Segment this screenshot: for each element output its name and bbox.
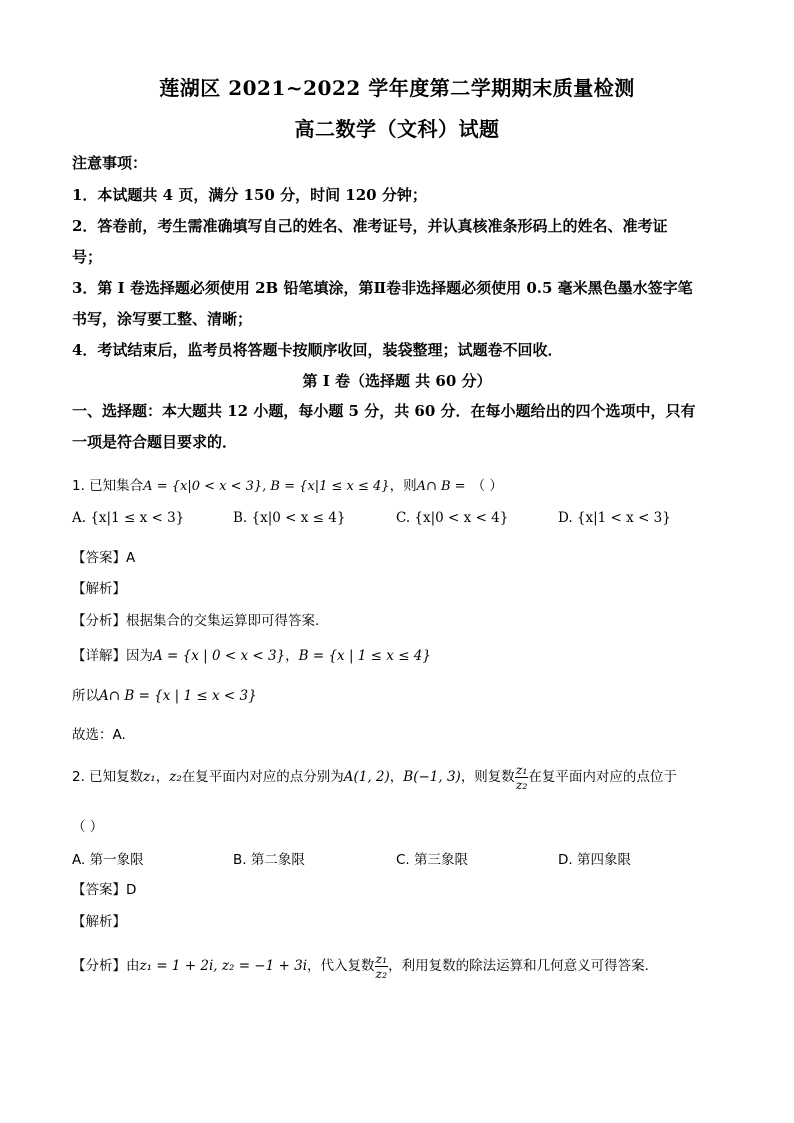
q2-option-a: A. 第一象限 — [72, 852, 144, 868]
q2-analysis-tail: ，利用复数的除法运算和几何意义可得答案. — [388, 958, 649, 974]
notice-item-1: 1．本试题共 4 页，满分 150 分，时间 120 分钟； — [72, 186, 427, 204]
q2-analysis — [72, 952, 732, 981]
q2-point-b: B(−1, 3) — [403, 769, 461, 785]
exam-subtitle: 高二数学（文科）试题 — [294, 117, 500, 141]
q1-option-d: D. {x|1 < x < 3} — [558, 510, 671, 526]
q2-analysis-fraction-num: z₁ — [375, 951, 388, 966]
q1-expr: A∩ B = — [416, 479, 466, 494]
question-1-stem — [72, 474, 732, 494]
q1-detail-prefix: 【详解】因为 — [72, 648, 153, 664]
q2-analysis-fraction-den: z₂ — [375, 966, 388, 981]
q1-option-c: C. {x|0 < x < 4} — [396, 510, 509, 526]
notice-item-3a: 3．第 I 卷选择题必须使用 2B 铅笔填涂，第Ⅱ卷非选择题必须使用 0.5 毫米黑色墨水签字笔 — [72, 279, 693, 297]
notice-heading: 注意事项： — [72, 154, 148, 172]
q2-mid2: ，则复数 — [460, 769, 515, 785]
q2-option-d: D. 第四象限 — [558, 852, 631, 868]
q1-conclusion — [72, 684, 732, 704]
q1-so-prefix: 所以 — [72, 688, 99, 704]
q2-comma: ， — [155, 769, 170, 785]
q1-mid: ，则 — [389, 478, 417, 494]
q1-sets: A = {x|0 < x < 3}, B = {x|1 ≤ x ≤ 4} — [143, 479, 390, 494]
q2-analysis-expr: z₁ = 1 + 2i, z₂ = −1 + 3i — [139, 958, 308, 974]
q2-fraction-den: z₂ — [515, 777, 528, 792]
exam-title: 莲湖区 2021~2022 学年度第二学期期末质量检测 — [159, 76, 635, 100]
q1-option-b: B. {x|0 < x ≤ 4} — [233, 510, 346, 526]
q1-prefix: 1. 已知集合 — [72, 478, 144, 494]
q1-answer: 【答案】A — [72, 550, 136, 566]
q2-fraction-num: z₁ — [515, 762, 528, 777]
q2-paren: （ ） — [72, 819, 104, 835]
q2-analysis-prefix: 【分析】由 — [72, 958, 140, 974]
q2-z2: z₂ — [169, 769, 182, 785]
q1-so-expr: A∩ B = {x | 1 ≤ x < 3} — [99, 688, 257, 704]
q2-comma2: ， — [389, 769, 404, 785]
q1-analysis: 【分析】根据集合的交集运算即可得答案. — [72, 613, 320, 629]
section-title: 第 I 卷（选择题 共 60 分） — [302, 372, 492, 390]
q2-z1: z₁ — [143, 769, 156, 785]
notice-item-4: 4．考试结束后，监考员将答题卡按顺序收回，装袋整理；试题卷不回收． — [72, 341, 563, 359]
q1-paren: （ ） — [471, 478, 503, 494]
q2-option-b: B. 第二象限 — [233, 852, 305, 868]
q2-fraction — [515, 763, 529, 792]
q2-point-a: A(1, 2) — [343, 769, 390, 785]
q1-detail-a: A = {x | 0 < x < 3} — [153, 648, 286, 664]
q2-tail: 在复平面内对应的点位于 — [528, 769, 677, 785]
q2-analysis-mid: ，代入复数 — [307, 958, 375, 974]
notice-item-3b: 书写，涂写要工整、清晰； — [72, 310, 253, 328]
q1-detail-b: B = {x | 1 ≤ x ≤ 4} — [298, 648, 431, 664]
q1-analysis-label: 【解析】 — [72, 581, 126, 597]
q2-analysis-fraction — [375, 952, 389, 981]
q2-answer: 【答案】D — [72, 882, 137, 898]
q1-detail — [72, 644, 732, 664]
notice-item-2a: 2．答卷前，考生需准确填写自己的姓名、准考证号，并认真核准条形码上的姓名、准考证 — [72, 217, 668, 235]
question-2-stem — [72, 763, 732, 792]
q2-option-c: C. 第三象限 — [396, 852, 469, 868]
q2-prefix: 2. 已知复数 — [72, 769, 144, 785]
q1-choose: 故选：A. — [72, 727, 126, 743]
q1-option-a: A. {x|1 ≤ x < 3} — [72, 510, 185, 526]
section-instructions-a: 一、选择题：本大题共 12 小题，每小题 5 分，共 60 分．在每小题给出的四个选项中，只有 — [72, 402, 696, 420]
q1-detail-comma: ， — [285, 648, 299, 664]
q2-mid: 在复平面内对应的点分别为 — [181, 769, 344, 785]
notice-item-2b: 号； — [72, 248, 103, 266]
section-instructions-b: 一项是符合题目要求的． — [72, 433, 238, 451]
q2-analysis-label: 【解析】 — [72, 914, 126, 930]
